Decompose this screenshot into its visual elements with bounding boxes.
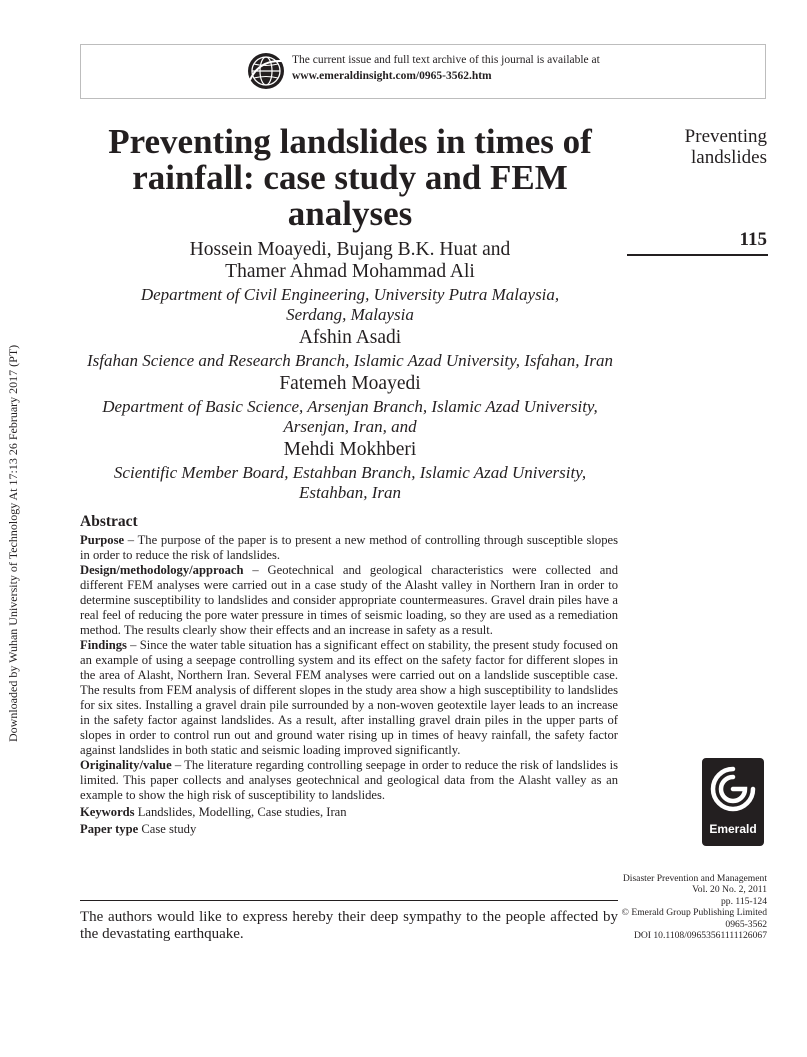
journal-info-line: Disaster Prevention and Management [622,873,767,884]
paper-type-text: Case study [138,822,197,836]
running-head-line: landslides [691,147,767,168]
author-line: Thamer Ahmad Mohammad Ali [225,261,475,282]
footnote-text: The authors would like to express hereby their deep sympathy to the people affected by the devastating earthquake. [80,909,618,942]
header-availability-text: The current issue and full text archive of this journal is available at [292,54,600,66]
abstract-purpose [80,533,618,563]
journal-info-line: DOI 10.1108/09653561111126067 [633,930,767,942]
keywords-label: Keywords [80,805,135,819]
journal-info-line: 0965-3562 [725,918,767,930]
author-line: Afshin Asadi [298,327,402,348]
abstract-keywords [80,805,618,820]
running-head [685,126,767,168]
abstract-body [80,533,618,837]
purpose-label: Purpose [80,533,125,547]
affiliation-line: Isfahan Science and Research Branch, Islamic Azad University, Isfahan, Iran [87,351,613,370]
abstract-heading: Abstract [80,513,138,530]
download-note-text: Downloaded by Wuhan University of Technology At 17:13 26 February 2017 (PT) [6,344,20,742]
abstract-design [80,563,618,638]
globe-icon [247,52,285,90]
affiliation-line: Department of Basic Science, Arsenjan Branch, Islamic Azad University, [102,397,598,416]
design-label: Design/methodology/approach [80,563,244,577]
affiliation-line: Department of Civil Engineering, University Putra Malaysia, [140,285,560,304]
abstract-originality [80,758,618,803]
journal-info-line: © Emerald Group Publishing Limited [621,907,767,919]
author-line: Fatemeh Moayedi [279,373,421,394]
affiliation-line: Estahban, Iran [299,483,401,502]
title-line: rainfall: case study and FEM [132,158,568,197]
keywords-text: Landslides, Modelling, Case studies, Iran [134,805,347,819]
author-line: Mehdi Mokhberi [283,439,417,460]
journal-info-line: pp. 115-124 [720,895,767,907]
originality-label: Originality/value [80,758,172,772]
findings-text: – Since the water table situation has a significant effect on stability, the present study focused on an example of using a seepage controlling system and its effect on the safety factor for different slopes in the area of Alasht, Northern Iran. Several FEM analyses were carried out on a landslide susceptible case. The results from FEM analysis of different slopes in the study area show a high susceptibility to landslides for six sites. Installing a gravel drain pile surrounded by a non-woven geotextile layer leads to an increase in the safety factor against landslides. As a result, after installing gravel drain piles in the upper parts of slopes in order to control run out and ground water rising up in times of heavy rainfall, the safety factor against landslides in both static and seismic loading improved significantly. [80,638,618,757]
emerald-logo-text: Emerald [709,822,757,836]
affiliation-line: Serdang, Malaysia [286,305,414,324]
abstract-paper-type [80,822,618,837]
title-line: Preventing landslides in times of [108,122,592,161]
paper-type-label: Paper type [80,822,139,836]
title-line: analyses [287,194,413,233]
header-url-link[interactable]: www.emeraldinsight.com/0965-3562.htm [292,70,492,82]
abstract-findings [80,638,618,758]
design-text: – Geotechnical and geological characteristics were collected and different FEM analyses were carried out in a case study of the Alasht valley in Northern Iran in order to determine susceptibility to landslides and consider appropriate countermeasures. Gravel drain piles have a real feel of reducing the pore water pressure in times of seismic loading, so they are used as a remediation method. The results clearly show their effects and an increase in safety as a result. [80,563,618,637]
journal-info [622,873,767,941]
author-block [80,239,620,503]
paper-title [80,124,620,232]
footnote-rule [80,900,618,901]
originality-text: – The literature regarding controlling seepage in order to reduce the risk of landslides is limited. This paper collects and analyses geotechnical and geological data from the Alasht valley as an example to show the high risk of susceptibility to landslides. [80,758,618,802]
emerald-swirl-icon [702,758,764,820]
download-note [6,322,22,742]
running-head-line: Preventing [684,126,767,147]
author-line: Hossein Moayedi, Bujang B.K. Huat and [189,239,511,260]
journal-info-line: Vol. 20 No. 2, 2011 [692,884,767,896]
affiliation-line: Scientific Member Board, Estahban Branch, Islamic Azad University, [113,463,587,482]
page-number-rule [627,254,768,256]
page-number: 115 [739,229,767,250]
purpose-text: – The purpose of the paper is to present a new method of controlling through susceptible slopes in order to reduce the risk of landslides. [80,533,618,562]
affiliation-line: Arsenjan, Iran, and [283,417,417,436]
findings-label: Findings [80,638,127,652]
